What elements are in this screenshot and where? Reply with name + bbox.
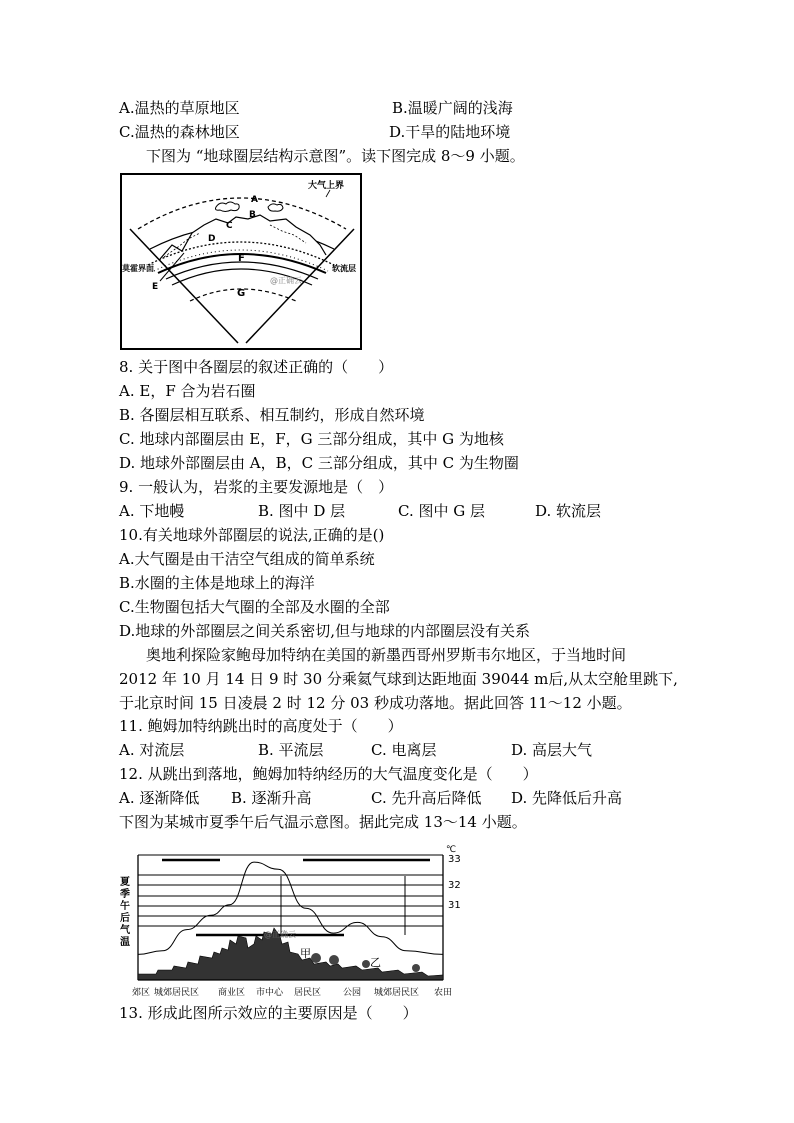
q9-option-b: B. 图中 D 层 xyxy=(258,502,346,520)
q8-option-a: A. E，F 合为岩石圈 xyxy=(119,382,256,400)
q10-option-b: B.水圈的主体是地球上的海洋 xyxy=(119,574,315,592)
label-upper-bound: 大气上界 xyxy=(308,181,345,191)
zone-1: 城郊居民区 xyxy=(154,988,200,998)
intro-8-9: 下图为 “地球圈层结构示意图”。读下图完成 8～9 小题。 xyxy=(146,147,525,165)
q9-option-a: A. 下地幔 xyxy=(119,502,185,520)
zone-7: 农田 xyxy=(434,988,453,998)
tree-2 xyxy=(329,955,339,965)
earth-sphere-svg xyxy=(120,173,362,350)
tree-4 xyxy=(412,964,420,972)
label-b: B xyxy=(249,210,256,220)
q7-option-d: D.干旱的陆地环境 xyxy=(389,123,511,141)
q8-option-d: D. 地球外部圈层由 A，B，C 三部分组成，其中 C 为生物圈 xyxy=(119,454,519,472)
label-g: G xyxy=(237,288,246,299)
watermark-1: @正确云 xyxy=(270,276,302,285)
q7-option-c: C.温热的森林地区 xyxy=(119,123,240,141)
y-label-char-6: 温 xyxy=(120,937,130,948)
q8-option-b: B. 各圈层相互联系、相互制约，形成自然环境 xyxy=(119,406,425,424)
q11-option-d: D. 高层大气 xyxy=(511,741,593,759)
q11-option-a: A. 对流层 xyxy=(119,741,185,759)
q10-stem: 10.有关地球外部圈层的说法,正确的是() xyxy=(119,526,385,544)
urban-heat-island-diagram xyxy=(116,840,468,1002)
watermark-2: @正确云 xyxy=(264,930,296,939)
earth-sphere-diagram xyxy=(120,173,362,350)
unit-label: ℃ xyxy=(446,845,457,855)
q10-option-c: C.生物圈包括大气圈的全部及水圈的全部 xyxy=(119,598,390,616)
label-d: D xyxy=(208,234,216,244)
label-moho: 莫霍界面 xyxy=(122,264,154,273)
q11-stem: 11. 鲍姆加特纳跳出时的高度处于（ ） xyxy=(119,717,403,735)
zone-6: 城郊居民区 xyxy=(374,988,420,998)
q11-option-c: C. 电离层 xyxy=(371,741,437,759)
q12-option-b: B. 逐渐升高 xyxy=(231,789,312,807)
q9-option-c: C. 图中 G 层 xyxy=(398,502,485,520)
passage-line-1: 奥地利探险家鲍母加特纳在美国的新墨西哥州罗斯韦尔地区，于当地时间 xyxy=(146,646,627,664)
marker-jia: 甲 xyxy=(300,947,311,960)
q12-option-c: C. 先升高后降低 xyxy=(371,789,482,807)
y-label-char-5: 气 xyxy=(120,925,130,936)
heat-island-svg xyxy=(116,840,468,1002)
q13-stem: 13. 形成此图所示效应的主要原因是（ ） xyxy=(119,1004,418,1022)
zone-2: 商业区 xyxy=(218,988,246,998)
q10-option-d: D.地球的外部圈层之间关系密切,但与地球的内部圈层没有关系 xyxy=(119,622,531,640)
temperature-curve xyxy=(138,862,443,954)
zone-0: 郊区 xyxy=(132,988,151,998)
q9-option-d: D. 软流层 xyxy=(535,502,602,520)
tree-1 xyxy=(311,953,321,963)
passage-line-2: 2012 年 10 月 14 日 9 时 30 分乘氦气球到达距地面 39044 m后,从太空舱里跳下, xyxy=(119,670,678,688)
q12-option-d: D. 先降低后升高 xyxy=(511,789,623,807)
label-asthenosphere: 软流层 xyxy=(332,264,356,273)
y-label-char-4: 后 xyxy=(120,913,130,924)
q8-option-c: C. 地球内部圈层由 E，F，G 三部分组成，其中 G 为地核 xyxy=(119,430,504,448)
label-f: F xyxy=(238,253,245,264)
label-e: E xyxy=(152,282,159,292)
label-c: C xyxy=(226,221,233,231)
label-a: A xyxy=(251,195,258,205)
y-label-char-3: 午 xyxy=(120,901,130,912)
marker-yi: 乙 xyxy=(370,956,381,969)
q8-stem: 8. 关于图中各圈层的叙述正确的（ ） xyxy=(119,358,394,376)
zone-4: 居民区 xyxy=(294,988,322,998)
q9-stem: 9. 一般认为，岩浆的主要发源地是（ ） xyxy=(119,478,394,496)
tick-32: 32 xyxy=(448,880,461,891)
intro-13-14: 下图为某城市夏季午后气温示意图。据此完成 13～14 小题。 xyxy=(119,813,527,831)
y-label-char-1: 夏 xyxy=(120,877,130,888)
y-axis-label xyxy=(120,875,133,948)
q7-option-b: B.温暖广阔的浅海 xyxy=(392,99,513,117)
tick-33: 33 xyxy=(448,854,461,865)
y-label-char-2: 季 xyxy=(120,889,130,900)
q12-stem: 12. 从跳出到落地，鲍姆加特纳经历的大气温度变化是（ ） xyxy=(119,765,538,783)
zone-3: 市中心 xyxy=(256,988,284,998)
passage-line-3: 于北京时间 15 日凌晨 2 时 12 分 03 秒成功落地。据此回答 11～12 小题。 xyxy=(119,694,632,712)
q7-option-a: A.温热的草原地区 xyxy=(119,99,240,117)
cloud-2 xyxy=(268,204,283,211)
q11-option-b: B. 平流层 xyxy=(258,741,324,759)
zone-5: 公园 xyxy=(343,988,362,998)
q12-option-a: A. 逐渐降低 xyxy=(119,789,200,807)
tree-3 xyxy=(362,960,370,968)
cloud-1 xyxy=(216,202,240,212)
q10-option-a: A.大气圈是由干洁空气组成的简单系统 xyxy=(119,550,375,568)
tick-31: 31 xyxy=(448,900,461,911)
